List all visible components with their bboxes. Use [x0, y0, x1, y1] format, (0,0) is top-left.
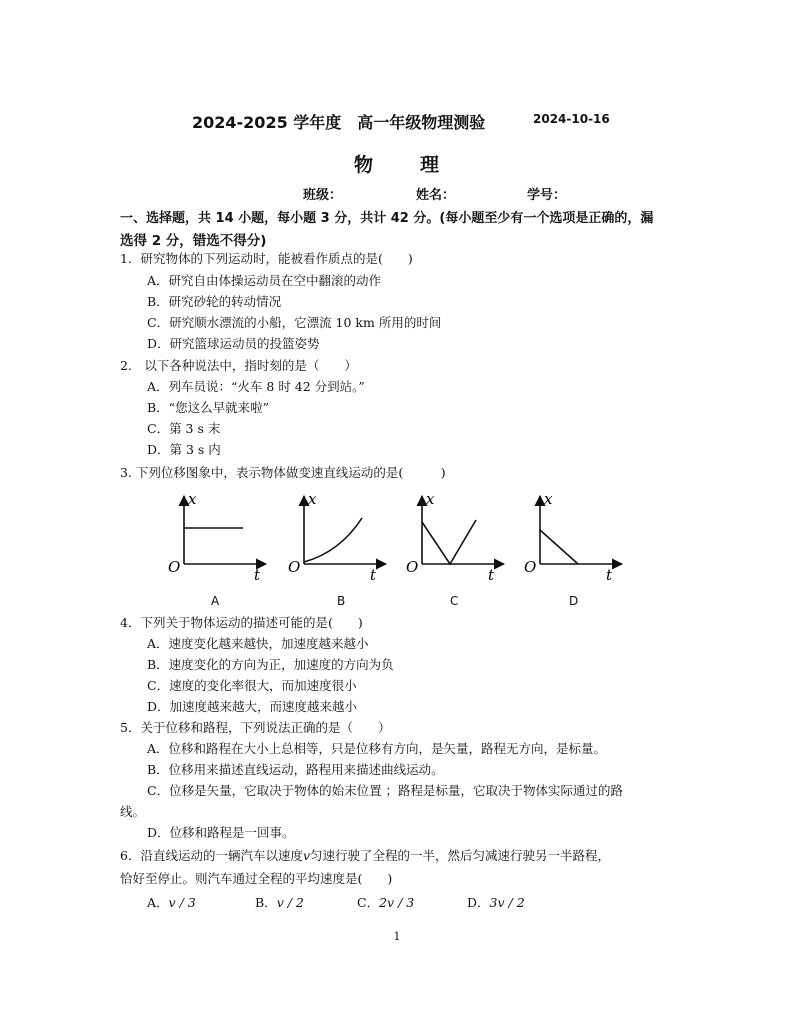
question-1-option-c: C．研究顺水漂流的小船，它漂流 10 km 所用的时间 — [147, 315, 442, 330]
graph-label-c: C — [450, 594, 459, 608]
question-4-option-b: B．速度变化的方向为正，加速度的方向为负 — [147, 657, 394, 672]
question-6-option-b-math: v / 2 — [276, 895, 304, 910]
section-heading-line-1: 一、选择题，共 14 小题，每小题 3 分，共计 42 分。(每小题至少有一个选项是正确的，漏 — [120, 211, 654, 226]
graph-c-origin: O — [406, 558, 419, 576]
graph-b-origin: O — [288, 558, 301, 576]
graph-label-d: D — [569, 594, 579, 608]
question-5-option-c: C．位移是矢量，它取决于物体的始末位置 ；路程是标量，它取决于物体实际通过的路 — [147, 783, 624, 798]
question-3-stem: 3. 下列位移图象中，表示物体做变速直线运动的是( ) — [120, 465, 446, 480]
question-5-option-a: A．位移和路程在大小上总相等，只是位移有方向，是矢量，路程无方向，是标量。 — [147, 741, 607, 756]
question-6-stem-variable: v — [302, 848, 311, 863]
graph-d-t-label: t — [606, 566, 613, 584]
graph-d-origin: O — [524, 558, 537, 576]
question-5-stem: 5．关于位移和路程，下列说法正确的是（ ） — [120, 720, 391, 735]
graph-label-b: B — [337, 594, 346, 608]
question-6-stem-line-1 — [120, 846, 610, 864]
question-6-stem-part-b: 匀速行驶了全程的一半，然后匀减速行驶另一半路程， — [310, 848, 611, 863]
question-1-option-d: D．研究篮球运动员的投篮姿势 — [147, 336, 320, 351]
section-heading — [120, 207, 680, 253]
question-5-option-c-continuation: 线。 — [120, 804, 146, 819]
question-4-option-c: C．速度的变化率很大，而加速度很小 — [147, 678, 357, 693]
question-6-option-b: B．v / 2 — [255, 895, 304, 910]
class-label: 班级： — [303, 188, 343, 203]
graph-c — [406, 490, 504, 584]
graph-b-x-label: x — [308, 490, 317, 508]
graph-c-t-label: t — [488, 566, 495, 584]
exam-date: 2024-10-16 — [533, 112, 610, 126]
graph-b-t-label: t — [370, 566, 377, 584]
student-info — [0, 184, 794, 204]
graph-b — [288, 490, 386, 584]
graph-a-origin: O — [168, 558, 181, 576]
question-6-option-a: A．v / 3 — [147, 895, 196, 910]
graph-a — [168, 490, 266, 584]
question-6-stem-part-a: 6．沿直线运动的一辆汽车以速度 — [120, 848, 303, 863]
graph-d-x-label: x — [544, 490, 553, 508]
graph-a-x-label: x — [188, 490, 197, 508]
question-4-option-a: A．速度变化越来越快，加速度越来越小 — [147, 636, 369, 651]
graph-d — [524, 490, 622, 584]
question-2-option-d: D．第 3 s 内 — [147, 442, 221, 457]
question-4-stem: 4．下列关于物体运动的描述可能的是( ) — [120, 615, 363, 630]
question-4-option-d: D．加速度越来越大，而速度越来越小 — [147, 699, 358, 714]
subject-char-1: 物 — [353, 154, 374, 176]
graph-c-x-label: x — [426, 490, 435, 508]
question-6-option-d: D．3v / 2 — [467, 895, 525, 910]
header — [0, 110, 794, 134]
question-5-option-b: B．位移用来描述直线运动，路程用来描述曲线运动。 — [147, 762, 444, 777]
question-2-option-a: A．列车员说：“火车 8 时 42 分到站。” — [147, 379, 365, 394]
page-number: 1 — [393, 930, 401, 943]
question-1-option-a: A．研究自由体操运动员在空中翻滚的动作 — [147, 273, 382, 288]
question-2-option-c: C．第 3 s 末 — [147, 421, 221, 436]
id-label: 学号： — [527, 188, 567, 203]
question-2-option-b: B．“您这么早就来啦” — [147, 400, 269, 415]
question-2-stem: 2. 以下各种说法中，指时刻的是（ ） — [120, 358, 357, 373]
graph-a-t-label: t — [254, 566, 261, 584]
graph-label-a: A — [211, 594, 220, 608]
displacement-graphs — [160, 490, 630, 610]
question-1-option-b: B．研究砂轮的转动情况 — [147, 294, 282, 309]
question-6-option-c-math: 2v / 3 — [379, 895, 415, 910]
subject-char-2: 理 — [420, 154, 441, 176]
question-6-option-a-math: v / 3 — [168, 895, 196, 910]
question-6-option-d-math: 3v / 2 — [489, 895, 525, 910]
question-6-stem-line-2: 恰好至停止。则汽车通过全程的平均速度是( ) — [120, 871, 393, 886]
subject-title — [0, 150, 794, 177]
question-1-stem: 1．研究物体的下列运动时，能被看作质点的是( ) — [120, 251, 413, 266]
question-6-option-c: C．2v / 3 — [357, 895, 415, 910]
exam-title: 2024-2025 学年度 高一年级物理测验 — [192, 113, 486, 132]
question-5-option-d: D．位移和路程是一回事。 — [147, 825, 295, 840]
name-label: 姓名： — [416, 188, 456, 203]
section-heading-line-2: 选得 2 分，错选不得分) — [120, 233, 267, 249]
